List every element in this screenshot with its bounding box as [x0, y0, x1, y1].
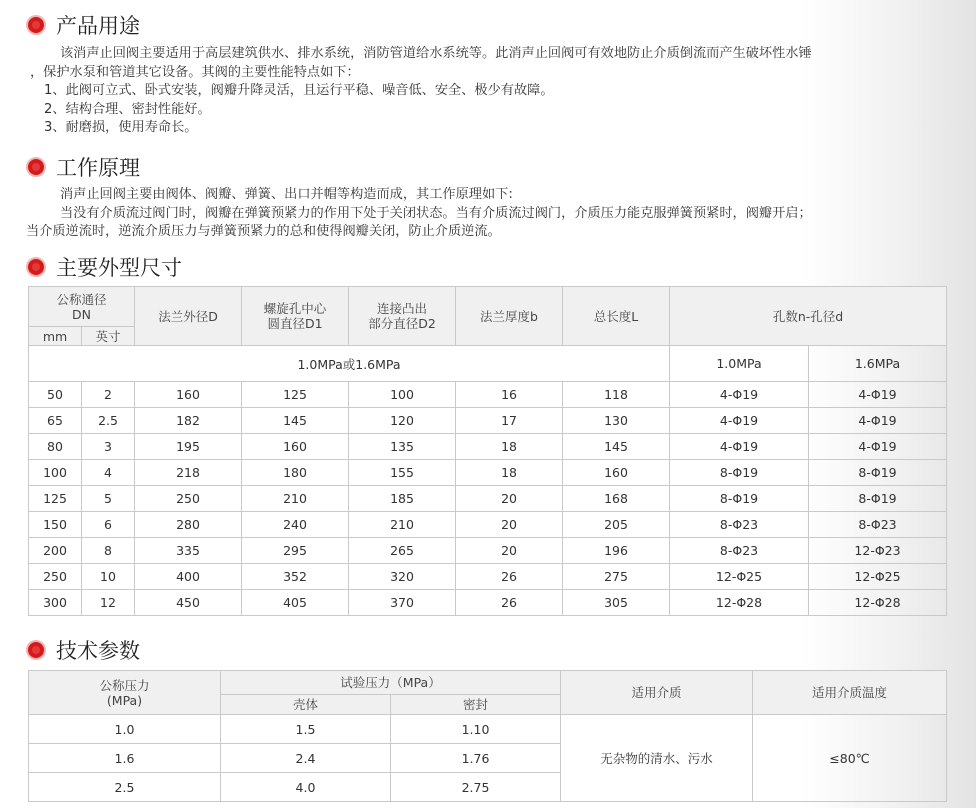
table-cell: 150 [29, 512, 82, 538]
table-row [29, 408, 947, 434]
table-cell: 8-Φ19 [670, 486, 809, 512]
table-cell: 10 [82, 564, 135, 590]
header-temperature: 适用介质温度 [753, 671, 947, 715]
usage-title: 产品用途 [56, 14, 140, 38]
tech-cell: 2.4 [221, 744, 391, 773]
table-cell: 4-Φ19 [809, 382, 947, 408]
table-cell: 4-Φ19 [670, 408, 809, 434]
table-cell: 145 [242, 408, 349, 434]
principle-text [26, 186, 950, 242]
pressure-10-cell: 1.0MPa [670, 346, 809, 382]
dimensions-table [28, 286, 947, 616]
header-shell: 壳体 [221, 695, 391, 715]
table-cell: 300 [29, 590, 82, 616]
usage-item: 3、耐磨损，使用寿命长。 [44, 120, 198, 135]
table-cell: 120 [349, 408, 456, 434]
table-row [29, 434, 947, 460]
table-cell: 265 [349, 538, 456, 564]
table-cell: 182 [135, 408, 242, 434]
pressure-common-cell: 1.0MPa或1.6MPa [29, 346, 670, 382]
table-cell: 12 [82, 590, 135, 616]
table-cell: 320 [349, 564, 456, 590]
principle-line-2: 当没有介质流过阀门时，阀瓣在弹簧预紧力的作用下处于关闭状态。当有介质流过阀门，介质压力能克服弹簧预紧时，阀瓣开启； [60, 205, 812, 221]
table-row [29, 590, 947, 616]
table-cell: 3 [82, 434, 135, 460]
section-title-principle [26, 152, 140, 182]
table-cell: 8-Φ23 [809, 512, 947, 538]
table-cell: 400 [135, 564, 242, 590]
principle-title: 工作原理 [56, 156, 140, 180]
table-cell: 4 [82, 460, 135, 486]
table-cell: 4-Φ19 [809, 408, 947, 434]
table-cell: 335 [135, 538, 242, 564]
table-cell: 168 [563, 486, 670, 512]
table-cell: 180 [242, 460, 349, 486]
table-cell: 275 [563, 564, 670, 590]
table-cell: 26 [456, 564, 563, 590]
header-holes: 孔数n-孔径d [670, 287, 947, 346]
table-cell: 160 [135, 382, 242, 408]
tech-cell: 4.0 [221, 773, 391, 802]
tech-cell: 2.75 [391, 773, 561, 802]
table-cell: 100 [349, 382, 456, 408]
section-title-dimensions [26, 252, 182, 282]
bullet-icon [26, 15, 46, 35]
table-cell: 305 [563, 590, 670, 616]
table-row [29, 564, 947, 590]
table-cell: 18 [456, 434, 563, 460]
table-cell: 12-Φ23 [809, 538, 947, 564]
table-cell: 100 [29, 460, 82, 486]
table-cell: 5 [82, 486, 135, 512]
table-cell: 405 [242, 590, 349, 616]
table-cell: 196 [563, 538, 670, 564]
table-cell: 20 [456, 538, 563, 564]
table-cell: 12-Φ28 [809, 590, 947, 616]
table-cell: 8-Φ19 [670, 460, 809, 486]
usage-item: 1、此阀可立式、卧式安装，阀瓣升降灵活，且运行平稳、噪音低、安全、极少有故障。 [44, 83, 554, 98]
section-title-tech [26, 635, 140, 665]
tech-cell: 1.5 [221, 715, 391, 744]
bullet-icon [26, 157, 46, 177]
table-cell: 250 [29, 564, 82, 590]
tech-cell: 1.6 [29, 744, 221, 773]
table-cell: 8-Φ19 [809, 486, 947, 512]
medium-value: 无杂物的清水、污水 [561, 715, 753, 802]
header-flange-od: 法兰外径D [135, 287, 242, 346]
tech-table [28, 670, 947, 802]
table-cell: 352 [242, 564, 349, 590]
table-cell: 130 [563, 408, 670, 434]
table-cell: 118 [563, 382, 670, 408]
table-cell: 8 [82, 538, 135, 564]
table-cell: 8-Φ23 [670, 538, 809, 564]
table-cell: 240 [242, 512, 349, 538]
table-cell: 295 [242, 538, 349, 564]
table-cell: 160 [242, 434, 349, 460]
table-cell: 210 [349, 512, 456, 538]
table-cell: 16 [456, 382, 563, 408]
table-row [29, 460, 947, 486]
table-cell: 4-Φ19 [670, 434, 809, 460]
table-cell: 145 [563, 434, 670, 460]
tech-title: 技术参数 [56, 639, 140, 663]
table-cell: 6 [82, 512, 135, 538]
header-test-pressure: 试验压力（MPa） [221, 671, 561, 695]
table-cell: 125 [242, 382, 349, 408]
header-dn: 公称通径 DN [29, 287, 135, 327]
header-inch: 英寸 [82, 327, 135, 346]
header-nominal-pressure: 公称压力 (MPa) [29, 671, 221, 715]
pressure-16-cell: 1.6MPa [809, 346, 947, 382]
table-cell: 8-Φ23 [670, 512, 809, 538]
section-title-usage [26, 10, 140, 40]
header-raised-face: 连接凸出 部分直径D2 [349, 287, 456, 346]
table-cell: 2 [82, 382, 135, 408]
table-cell: 12-Φ28 [670, 590, 809, 616]
table-cell: 17 [456, 408, 563, 434]
usage-text [30, 45, 950, 138]
table-cell: 8-Φ19 [809, 460, 947, 486]
tech-cell: 2.5 [29, 773, 221, 802]
table-cell: 18 [456, 460, 563, 486]
table-cell: 50 [29, 382, 82, 408]
table-cell: 450 [135, 590, 242, 616]
table-row [29, 382, 947, 408]
usage-intro-1: 该消声止回阀主要适用于高层建筑供水、排水系统，消防管道给水系统等。此消声止回阀可有效地防止介质倒流而产生破坏性水锤 [60, 46, 812, 61]
header-seal: 密封 [391, 695, 561, 715]
table-cell: 125 [29, 486, 82, 512]
table-cell: 135 [349, 434, 456, 460]
table-cell: 250 [135, 486, 242, 512]
table-cell: 4-Φ19 [670, 382, 809, 408]
principle-line-1: 消声止回阀主要由阀体、阀瓣、弹簧、出口并帽等构造而成，其工作原理如下: [60, 187, 513, 202]
header-flange-thickness: 法兰厚度b [456, 287, 563, 346]
table-cell: 200 [29, 538, 82, 564]
header-medium: 适用介质 [561, 671, 753, 715]
table-cell: 205 [563, 512, 670, 538]
header-mm: mm [29, 327, 82, 346]
table-cell: 195 [135, 434, 242, 460]
principle-line-3: 当介质逆流时，逆流介质压力与弹簧预紧力的总和使得阀瓣关闭，防止介质逆流。 [26, 224, 501, 239]
usage-item: 2、结构合理、密封性能好。 [44, 101, 211, 117]
table-cell: 160 [563, 460, 670, 486]
table-cell: 370 [349, 590, 456, 616]
table-cell: 80 [29, 434, 82, 460]
table-cell: 4-Φ19 [809, 434, 947, 460]
table-cell: 12-Φ25 [670, 564, 809, 590]
table-cell: 12-Φ25 [809, 564, 947, 590]
tech-cell: 1.76 [391, 744, 561, 773]
bullet-icon [26, 640, 46, 660]
table-cell: 210 [242, 486, 349, 512]
usage-intro-2: ，保护水泵和管道其它设备。其阀的主要性能特点如下： [30, 64, 360, 80]
tech-cell: 1.0 [29, 715, 221, 744]
table-cell: 65 [29, 408, 82, 434]
tech-cell: 1.10 [391, 715, 561, 744]
table-row [29, 538, 947, 564]
header-bolt-circle: 螺旋孔中心 圆直径D1 [242, 287, 349, 346]
table-cell: 155 [349, 460, 456, 486]
table-cell: 26 [456, 590, 563, 616]
bullet-icon [26, 257, 46, 277]
dimensions-title: 主要外型尺寸 [56, 256, 182, 280]
temperature-value: ≤80℃ [753, 715, 947, 802]
table-cell: 2.5 [82, 408, 135, 434]
table-row [29, 512, 947, 538]
table-row [29, 486, 947, 512]
table-cell: 20 [456, 486, 563, 512]
header-total-length: 总长度L [563, 287, 670, 346]
table-cell: 280 [135, 512, 242, 538]
table-cell: 185 [349, 486, 456, 512]
table-cell: 218 [135, 460, 242, 486]
table-cell: 20 [456, 512, 563, 538]
